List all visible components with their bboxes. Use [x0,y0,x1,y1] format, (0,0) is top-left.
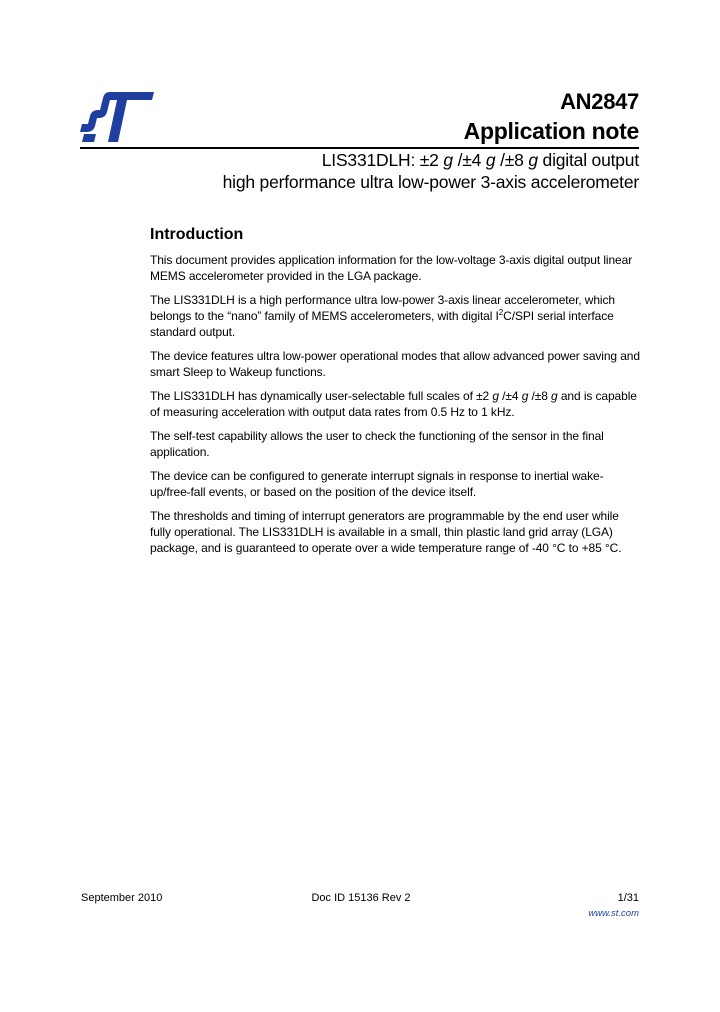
paragraph-6: The device can be configured to generate interrupt signals in response to inertial wake-up/free-fall events, or based on the position of the device itself. [150,469,604,499]
st-logo-icon [80,92,158,142]
paragraph-2: The LIS331DLH is a high performance ultra low-power 3-axis linear accelerometer, which belongs to the “nano” family of MEMS accelerometers, with digital $I^2C$/SPI serial interface standard output. [150,293,615,339]
paragraph-1: This document provides application information for the low-voltage 3-axis digital output linear MEMS accelerometer provided in the LGA package. [150,253,633,283]
paragraph-5: The self-test capability allows the user to check the functioning of the sensor in the final application. [150,429,604,459]
subtitle-line-2: high performance ultra low-power 3-axis accelerometer [222,172,639,192]
paragraph-7: The thresholds and timing of interrupt generators are programmable by the end user while fully operational. The LIS331DLH is available in a small, thin plastic land grid array (LGA) package, and is guaranteed to operate over a wide temperature range of -40 °C to +85 °C. [150,509,622,555]
document-number: AN2847 [560,89,639,114]
document-type: Application note [463,118,639,144]
footer-doc-id: Doc ID 15136 Rev 2 [311,892,411,904]
footer-date: September 2010 [81,892,163,904]
paragraph-3: The device features ultra low-power operational modes that allow advanced power saving and smart Sleep to Wakeup functions. [150,349,640,379]
footer-url-link[interactable]: www.st.com [588,908,639,919]
subtitle-line-1: LIS331DLH: ±2 g /±4 g /±8 g digital output [321,150,639,170]
footer-page-number: 1/31 [617,892,639,904]
section-heading: Introduction [150,226,244,243]
paragraph-4: The LIS331DLH has dynamically user-selectable full scales of ±2 g /±4 g /±8 g and is capable of measuring acceleration with output data rates from 0.5 Hz to 1 kHz. [150,389,637,419]
introduction-body [150,252,640,564]
